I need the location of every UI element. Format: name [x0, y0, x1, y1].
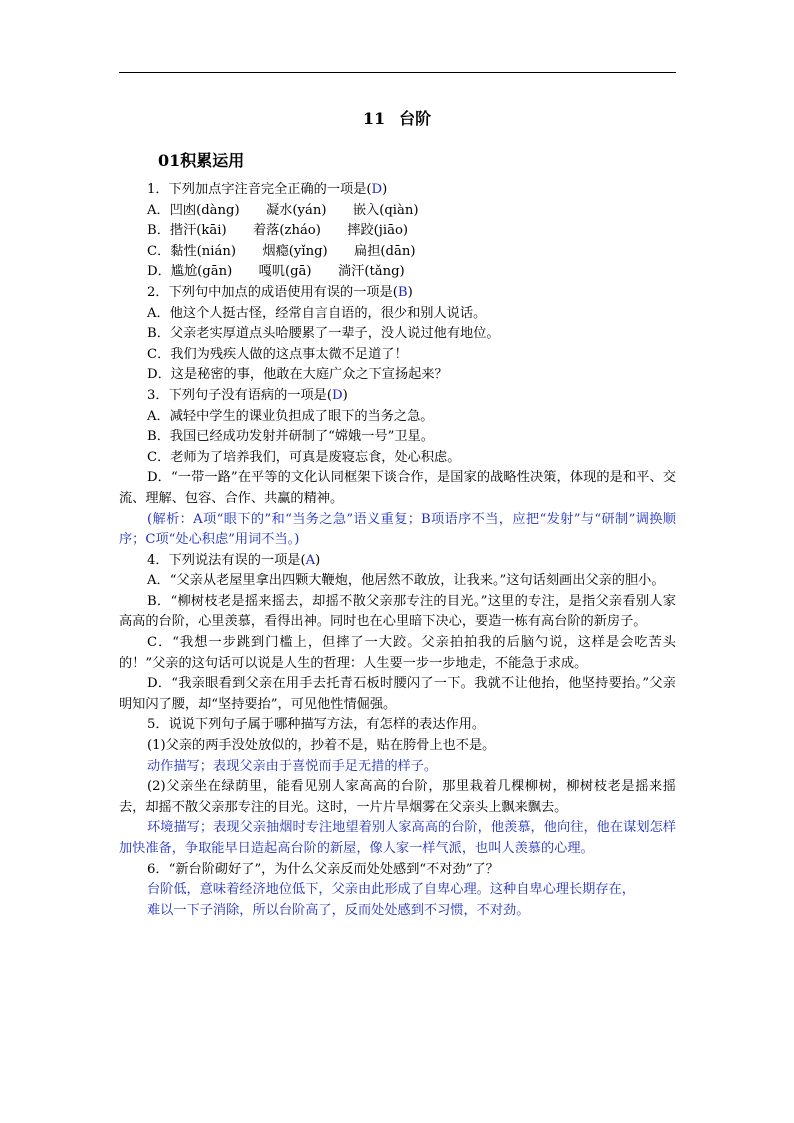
- q1-option-d: D．尴尬(gān) 嘎叽(gā) 淌汗(tǎng): [147, 264, 405, 280]
- q3-option-d: D．“一带一路”在平等的文化认同框架下谈合作，是国家的战略性决策，体现的是和平、交流、理解、包容、合作、共赢的精神。: [119, 470, 676, 506]
- q3-option-a: A．减轻中学生的课业负担成了眼下的当务之急。: [147, 408, 434, 424]
- q4-option-a: A．“父亲从老屋里拿出四颗大鞭炮，他居然不敢放，让我来。”这句话刻画出父亲的胆小。: [147, 573, 665, 589]
- exercise-content: [119, 180, 676, 921]
- question-6-stem: 6．“新台阶砌好了”，为什么父亲反而处处感到“不对劲”了？: [147, 861, 499, 877]
- q4-option-c: C．“我想一步跳到门槛上，但摔了一大跤。父亲拍拍我的后脑勺说，这样是会吃苦头的！”父亲的这句话可以说是人生的哲理：人生要一步一步地走，不能急于求成。: [119, 635, 676, 671]
- question-1-stem: 1．下列加点字注音完全正确的一项是(D): [147, 182, 388, 197]
- q2-option-a: A．他这个人挺古怪，经常自言自语的，很少和别人说话。: [147, 305, 487, 321]
- q3-option-b: B．我国已经成功发射并研制了“嫦娥一号”卫星。: [147, 429, 434, 445]
- answer: B: [397, 284, 408, 300]
- question-4-stem: 4．下列说法有误的一项是(A): [147, 552, 321, 568]
- lesson-title: 台阶: [399, 109, 432, 128]
- q5-answer-2: 环境描写；表现父亲抽烟时专注地望着别人家高高的台阶，他羡慕，他向往，他在谋划怎样加快准备，争取能早日造起高台阶的新屋，像人家一样气派，也叫人羡慕的心理。: [119, 820, 676, 856]
- q5-answer-1: 动作描写；表现父亲由于喜悦而手足无措的样子。: [147, 758, 438, 774]
- question-3-stem: 3．下列句子没有语病的一项是(D): [147, 387, 348, 403]
- answer: D: [331, 387, 343, 403]
- answer: D: [371, 182, 383, 197]
- q2-option-c: C．我们为残疾人做的这点事太微不足道了！: [147, 346, 408, 362]
- q6-answer-line-1: 台阶低，意味着经济地位低下，父亲由此形成了自卑心理。这种自卑心理长期存在，: [147, 882, 635, 898]
- q4-option-d: D．“我亲眼看到父亲在用手去托青石板时腰闪了一下。我就不让他抬，他坚持要抬。”父亲明知闪了腰，却“坚持要抬”，可见他性情倔强。: [119, 676, 676, 712]
- question-5-stem: 5．说说下列句子属于哪种描写方法，有怎样的表达作用。: [147, 717, 486, 733]
- q2-option-b: B．父亲老实厚道点头哈腰累了一辈子，没人说过他有地位。: [147, 326, 500, 342]
- section-heading: 01积累运用: [158, 151, 245, 170]
- q2-option-d: D．这是秘密的事，他敢在大庭广众之下宣扬起来？: [147, 367, 448, 383]
- q3-analysis: (解析：A项“眼下的”和“当务之急”语义重复；B项语序不当，应把“发射”与“研制”调换顺序；C项“处心积虑”用词不当。): [119, 511, 676, 548]
- q6-answer-line-2: 难以一下子消除，所以台阶高了，反而处处感到不习惯，不对劲。: [147, 902, 530, 918]
- q1-option-b: B．揩汗(kāi) 着落(zháo) 摔跤(jiāo): [147, 223, 409, 239]
- lesson-number: 11: [362, 109, 386, 128]
- page-title: [0, 106, 794, 129]
- question-2-stem: 2．下列句中加点的成语使用有误的一项是(B): [147, 284, 413, 300]
- q5-sentence-2: (2)父亲坐在绿荫里，能看见别人家高高的台阶，那里栽着几棵柳树，柳树枝老是摇来摇去，却摇不散父亲那专注的目光。这时，一片片旱烟雾在父亲头上飘来飘去。: [119, 779, 676, 815]
- header-rule: [119, 72, 676, 73]
- q1-option-c: C．黏性(nián) 烟瘾(yǐng) 扁担(dān): [147, 243, 416, 259]
- q5-sentence-1: (1)父亲的两手没处放似的，抄着不是，贴在胯骨上也不是。: [147, 738, 496, 754]
- answer: A: [305, 552, 316, 568]
- q4-option-b: B．“柳树枝老是摇来摇去，却摇不散父亲那专注的目光。”这里的专注，是指父亲看别人家高高的台阶，心里羡慕，看得出神。同时也在心里暗下决心，要造一栋有高台阶的新房子。: [119, 593, 676, 630]
- q1-option-a: A．凹凼(dàng) 凝水(yán) 嵌入(qiàn): [147, 202, 419, 218]
- q3-option-c: C．老师为了培养我们，可真是废寝忘食，处心积虑。: [147, 449, 461, 465]
